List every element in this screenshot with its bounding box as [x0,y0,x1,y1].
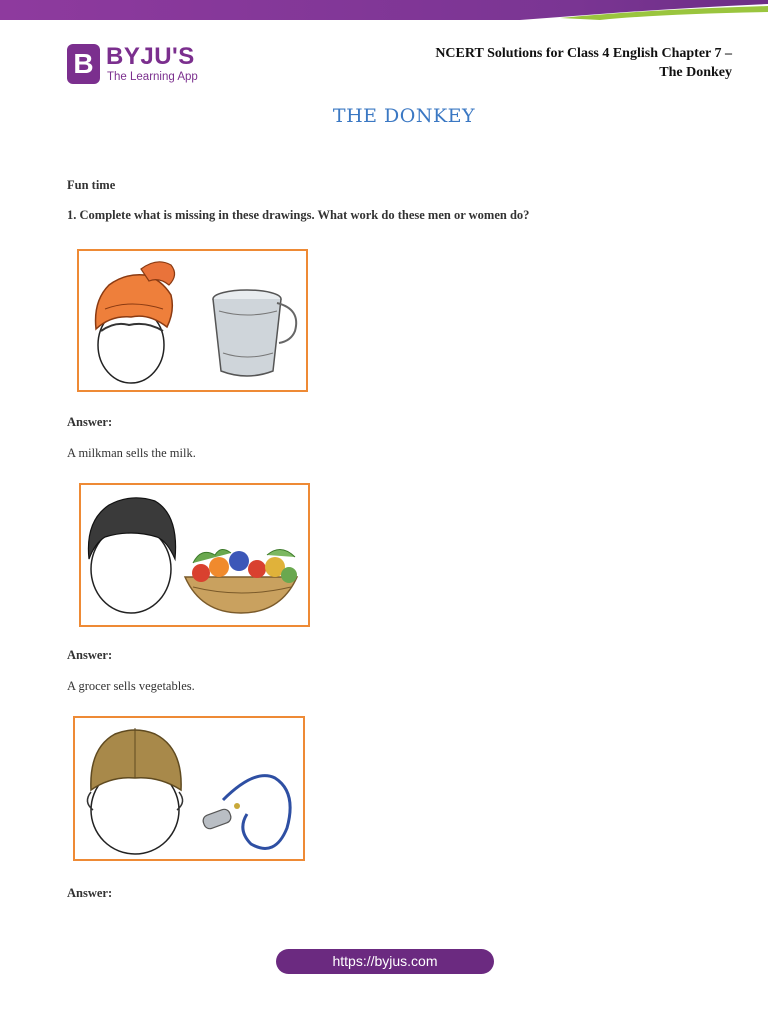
answer-label: Answer: [67,648,113,662]
top-band [0,0,768,22]
document-header [435,44,732,82]
answer-label: Answer: [67,415,113,429]
whistle-lanyard-icon [201,776,290,849]
cap-face-icon [87,728,182,854]
answer-text: A milkman sells the milk. [67,446,196,460]
logo-badge-icon: B [67,44,100,84]
figure-grocer [79,483,310,627]
logo-tagline: The Learning App [107,71,198,83]
answer-label: Answer: [67,886,113,900]
header-line-2: The Donkey [659,65,732,80]
question-text: 1. Complete what is missing in these drawings. What work do these men or women do? [67,208,530,222]
logo-name: BYJU'S [106,43,195,70]
vegetable-basket-icon [185,549,297,613]
byjus-logo[interactable] [67,44,207,86]
footer-url-link[interactable]: https://byjus.com [276,949,494,974]
page-title: THE DONKEY [332,105,476,127]
hair-face-icon [88,498,175,613]
figure-milkman [77,249,308,392]
header-line-1: NCERT Solutions for Class 4 English Chapter 7 – [435,46,732,61]
answer-text: A grocer sells vegetables. [67,679,195,693]
bucket-icon [213,290,296,376]
turban-face-icon [96,262,175,383]
section-label: Fun time [67,178,116,192]
figure-policeman [73,716,305,861]
